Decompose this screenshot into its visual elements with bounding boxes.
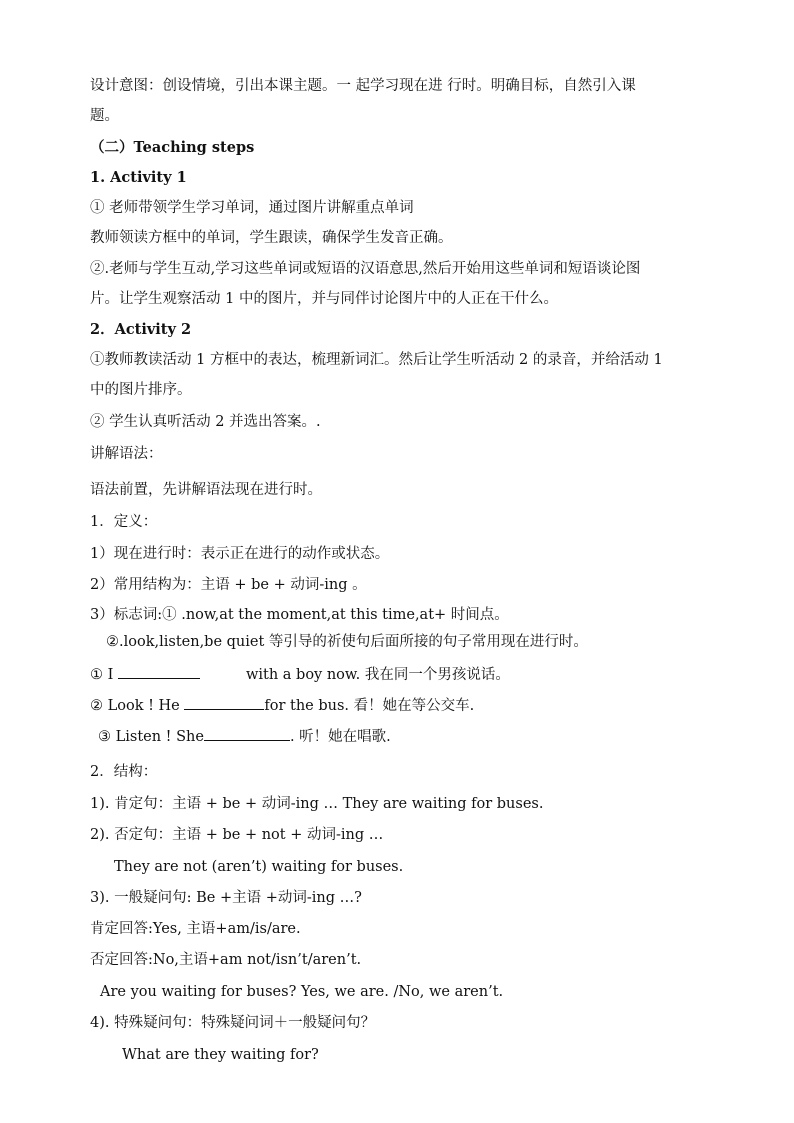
grammar-intro: 语法前置，先讲解语法现在进行时。: [90, 482, 322, 498]
structure-title: 2．结构：: [90, 764, 158, 780]
design-intent-line-2: 题。: [90, 108, 119, 124]
definition-1: 1）现在进行时：表示正在进行的动作或状态。: [90, 546, 390, 562]
activity-2-step-2: ② 学生认真听活动 2 并选出答案。.: [90, 414, 321, 430]
structure-wh-question: 4). 特殊疑问句：特殊疑问词＋一般疑问句？: [90, 1015, 376, 1031]
structure-affirmative: 1). 肯定句：主语 + be + 动词-ing … They are waiting for buses.: [90, 796, 544, 812]
definition-3b: ②.look,listen,be quiet 等引导的祈使句后面所接的句子常用现在进行时。: [106, 634, 588, 650]
definition-title: 1．定义：: [90, 514, 158, 530]
structure-yes-no-question: 3). 一般疑问句: Be +主语 +动词-ing …?: [90, 890, 362, 906]
example-3-prefix: ③ Listen ! She: [98, 729, 204, 745]
structure-negative-example: They are not (aren’t) waiting for buses.: [114, 859, 404, 875]
activity-2-step-1-line-1: ①教师教读活动 1 方框中的表达，梳理新词汇。然后让学生听活动 2 的录音，并给活动 1: [90, 352, 663, 368]
answer-blank-2[interactable]: [184, 695, 264, 710]
grammar-title: 讲解语法：: [90, 446, 163, 462]
example-1-prefix: ① I: [90, 667, 118, 683]
example-1-suffix: with a boy now. 我在同一个男孩说话。: [245, 667, 510, 683]
example-2-prefix: ② Look ! He: [90, 698, 185, 714]
example-3: [98, 726, 391, 747]
structure-negative: 2). 否定句：主语 + be + not + 动词-ing …: [90, 827, 384, 843]
definition-3: 3）标志词:① .now,at the moment,at this time,at+ 时间点。: [90, 607, 509, 623]
section-title: （二）Teaching steps: [90, 139, 255, 156]
example-3-suffix: . 听！她在唱歌.: [289, 729, 391, 745]
activity-1-step-2-line-2: 片。让学生观察活动 1 中的图片，并与同伴讨论图片中的人正在干什么。: [90, 291, 558, 307]
activity-1-title: 1. Activity 1: [90, 169, 187, 186]
design-intent-line-1: 设计意图：创设情境，引出本课主题。一 起学习现在进 行时。明确目标，自然引入课: [90, 78, 636, 94]
structure-wh-question-example: What are they waiting for?: [122, 1047, 319, 1063]
activity-2-title: 2．Activity 2: [90, 321, 192, 338]
structure-no-answer: 否定回答:No,主语+am not/isn’t/aren’t.: [90, 952, 362, 968]
activity-1-step-1: ① 老师带领学生学习单词，通过图片讲解重点单词: [90, 200, 414, 216]
example-1: [90, 664, 510, 685]
structure-yes-answer: 肯定回答:Yes, 主语+am/is/are.: [90, 921, 301, 937]
definition-2: 2）常用结构为：主语 + be + 动词-ing 。: [90, 577, 367, 593]
activity-2-step-1-line-2: 中的图片排序。: [90, 382, 192, 398]
activity-1-step-1b: 教师领读方框中的单词，学生跟读，确保学生发音正确。: [90, 230, 453, 246]
activity-1-step-2-line-1: ②.老师与学生互动,学习这些单词或短语的汉语意思,然后开始用这些单词和短语谈论图: [90, 261, 641, 277]
example-2-suffix: for the bus. 看！她在等公交车.: [264, 698, 475, 714]
answer-blank-3[interactable]: [204, 726, 290, 741]
example-2: [90, 695, 474, 716]
answer-blank-1[interactable]: [118, 664, 200, 679]
structure-question-example: Are you waiting for buses? Yes, we are. /No, we aren’t.: [100, 984, 504, 1000]
